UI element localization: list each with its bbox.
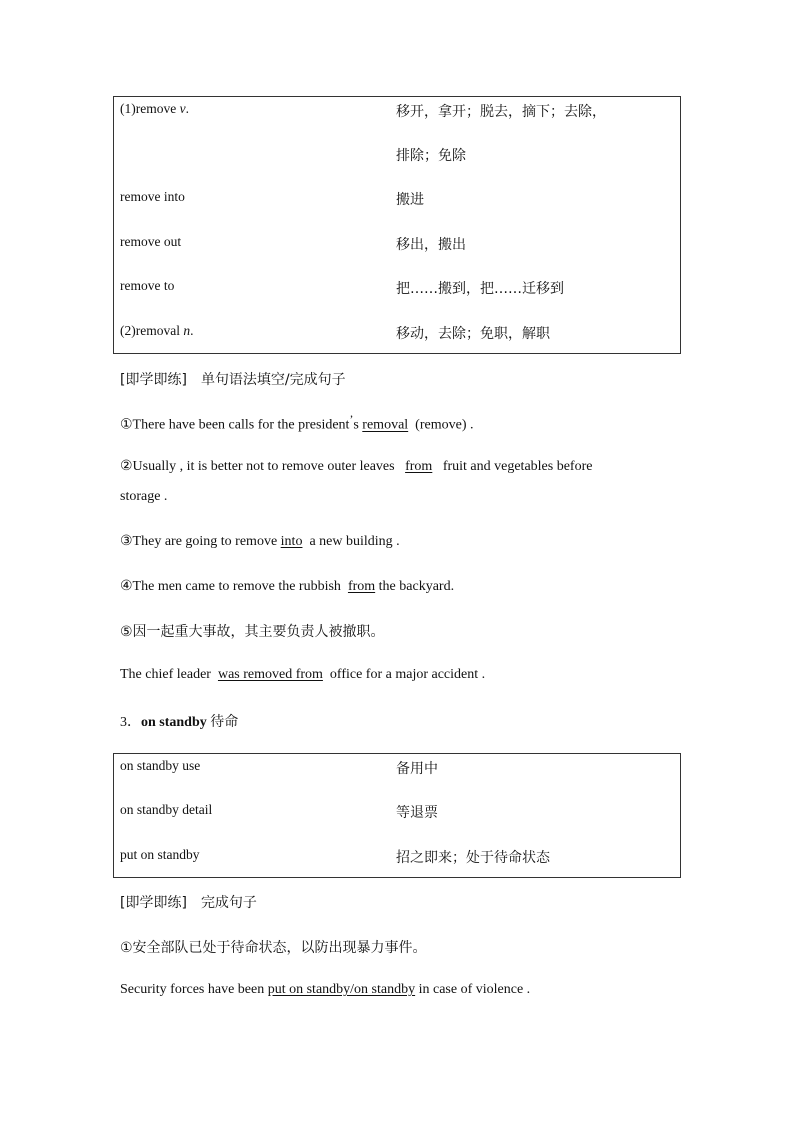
table-row bbox=[114, 323, 680, 343]
exercise-sentence-2: ②Usually , it is better not to remove outer leaves from fruit and vegetables before bbox=[120, 459, 593, 474]
table-row bbox=[114, 758, 680, 778]
exercise-sentence-en: Security forces have been put on standby/on standby in case of violence . bbox=[120, 982, 531, 997]
answer-blank: from bbox=[405, 459, 433, 474]
answer-blank: from bbox=[347, 579, 376, 594]
table-cell-meaning: 搬进 bbox=[396, 192, 424, 208]
table-cell-meaning: 移动，去除；免职，解职 bbox=[396, 326, 550, 342]
exercise-sentence-5-en: The chief leader was removed from office for a major accident . bbox=[120, 667, 486, 682]
table-cell-meaning: 把……搬到，把……迁移到 bbox=[396, 281, 564, 297]
table-cell-term: (1)remove v. bbox=[120, 101, 189, 116]
vocab-table-remove bbox=[113, 96, 681, 354]
exercise-sentence-1: ①There have been calls for the president’s removal (remove) . bbox=[120, 413, 474, 433]
answer-blank: into bbox=[280, 534, 303, 549]
exercise-sentence-2-cont: storage . bbox=[120, 489, 168, 504]
answer-blank: put on standby/on standby bbox=[267, 982, 416, 997]
table-cell-term: on standby use bbox=[120, 758, 201, 773]
answer-blank: was removed from bbox=[217, 667, 323, 682]
table-cell-meaning: 备用中 bbox=[396, 761, 438, 777]
answer-blank: removal bbox=[362, 417, 409, 433]
table-row bbox=[114, 234, 680, 254]
section-heading: 3．on standby 待命 bbox=[120, 714, 239, 730]
practice-header: [即学即练] 完成句子 bbox=[120, 895, 257, 911]
exercise-sentence-5-zh: ⑤因一起重大事故，其主要负责人被撤职。 bbox=[120, 624, 385, 640]
table-row bbox=[114, 278, 680, 298]
exercise-sentence-zh: ①安全部队已处于待命状态，以防出现暴力事件。 bbox=[120, 940, 427, 956]
table-cell-meaning: 招之即来；处于待命状态 bbox=[396, 850, 550, 866]
table-cell-meaning: 移出，搬出 bbox=[396, 237, 466, 253]
table-cell-term: put on standby bbox=[120, 847, 200, 862]
table-cell-term: remove to bbox=[120, 278, 175, 293]
exercise-sentence-4: ④The men came to remove the rubbish from the backyard. bbox=[120, 579, 455, 594]
table-cell-meaning: 移开，拿开；脱去，摘下；去除， bbox=[396, 104, 606, 120]
table-row bbox=[114, 847, 680, 867]
table-cell-term: remove into bbox=[120, 189, 185, 204]
vocab-table-standby bbox=[113, 753, 681, 878]
table-cell-meaning: 等退票 bbox=[396, 805, 438, 821]
table-row bbox=[114, 145, 680, 165]
practice-header: [即学即练] 单句语法填空/完成句子 bbox=[120, 372, 346, 388]
table-row bbox=[114, 802, 680, 822]
table-row bbox=[114, 101, 680, 121]
table-cell-term: on standby detail bbox=[120, 802, 213, 817]
exercise-sentence-3: ③They are going to remove into a new building . bbox=[120, 534, 400, 549]
table-cell-term: (2)removal n. bbox=[120, 323, 194, 338]
table-row bbox=[114, 189, 680, 209]
table-cell-meaning: 排除；免除 bbox=[396, 148, 466, 164]
table-cell-term: remove out bbox=[120, 234, 182, 249]
